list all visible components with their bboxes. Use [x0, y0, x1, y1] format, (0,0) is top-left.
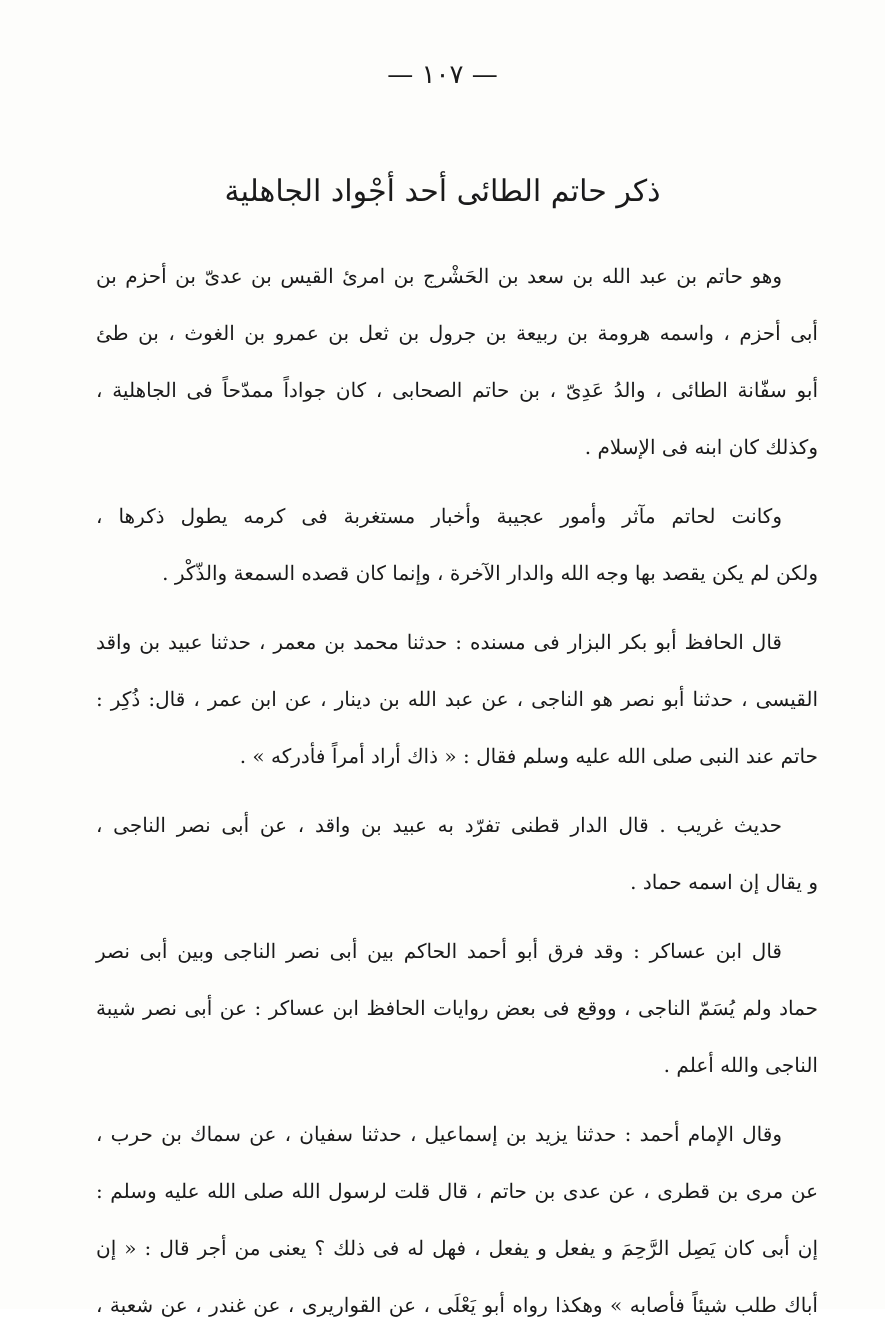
- text-line: و يقال إن اسمه حماد .: [630, 870, 818, 894]
- text-line: قال الحافظ أبو بكر البزار فى مسنده : حدثنا محمد بن معمر ، حدثنا عبيد بن واقد: [96, 630, 782, 654]
- text-line: الناجى والله أعلم .: [663, 1053, 818, 1077]
- page-number: — ١٠٧ —: [387, 60, 498, 90]
- paragraph-2: [96, 488, 818, 602]
- text-line: ولكن لم يكن يقصد بها وجه الله والدار الآخرة ، وإنما كان قصده السمعة والذّكْر .: [162, 561, 818, 585]
- paragraph-3: [96, 614, 818, 785]
- text-line: أبى أحزم ، واسمه هرومة بن ربيعة بن جرول بن ثعل بن عمرو بن الغوث ، بن طئ: [96, 321, 818, 345]
- text-line: إن أبى كان يَصِل الرَّحِمَ و يفعل و يفعل ، فهل له فى ذلك ؟ يعنى من أجر قال : « إن: [96, 1236, 818, 1260]
- text-line: عن مرى بن قطرى ، عن عدى بن حاتم ، قال قلت لرسول الله صلى الله عليه وسلم :: [96, 1179, 818, 1203]
- paragraph-6: [96, 1106, 818, 1334]
- text-line: وهو حاتم بن عبد الله بن سعد بن الحَشْرج بن امرئ القيس بن عدىّ بن أحزم بن: [96, 264, 782, 288]
- text-line: القيسى ، حدثنا أبو نصر هو الناجى ، عن عبد الله بن دينار ، عن ابن عمر ، قال: ذُكِر :: [96, 687, 818, 711]
- paragraph-1: [96, 248, 818, 476]
- text-line: حديث غريب . قال الدار قطنى تفرّد به عبيد بن واقد ، عن أبى نصر الناجى ،: [96, 813, 782, 837]
- paragraph-4: [96, 797, 818, 911]
- text-line: قال ابن عساكر : وقد فرق أبو أحمد الحاكم بين أبى نصر الناجى وبين أبى نصر: [96, 939, 782, 963]
- text-line: وكذلك كان ابنه فى الإسلام .: [584, 435, 818, 459]
- text-line: وكانت لحاتم مآثر وأمور عجيبة وأخبار مستغربة فى كرمه يطول ذكرها ،: [96, 504, 782, 528]
- text-line: حماد ولم يُسَمّ الناجى ، ووقع فى بعض روايات الحافظ ابن عساكر : عن أبى نصر شيبة: [96, 996, 818, 1020]
- body-text: [96, 248, 818, 1334]
- text-line: أباك طلب شيئاً فأصابه » وهكذا رواه أبو يَعْلَى ، عن القواريرى ، عن غندر ، عن شعبة ،: [96, 1293, 818, 1317]
- paragraph-5: [96, 923, 818, 1094]
- text-line: أبو سفّانة الطائى ، والدُ عَدِىّ ، بن حاتم الصحابى ، كان جواداً ممدّحاً فى الجاهلية ،: [96, 378, 818, 402]
- chapter-heading: ذكر حاتم الطائى أحد أجْواد الجاهلية: [224, 174, 661, 209]
- text-line: وقال الإمام أحمد : حدثنا يزيد بن إسماعيل ، حدثنا سفيان ، عن سماك بن حرب ،: [96, 1122, 782, 1146]
- text-line: حاتم عند النبى صلى الله عليه وسلم فقال : « ذاك أراد أمراً فأدركه » .: [239, 744, 818, 768]
